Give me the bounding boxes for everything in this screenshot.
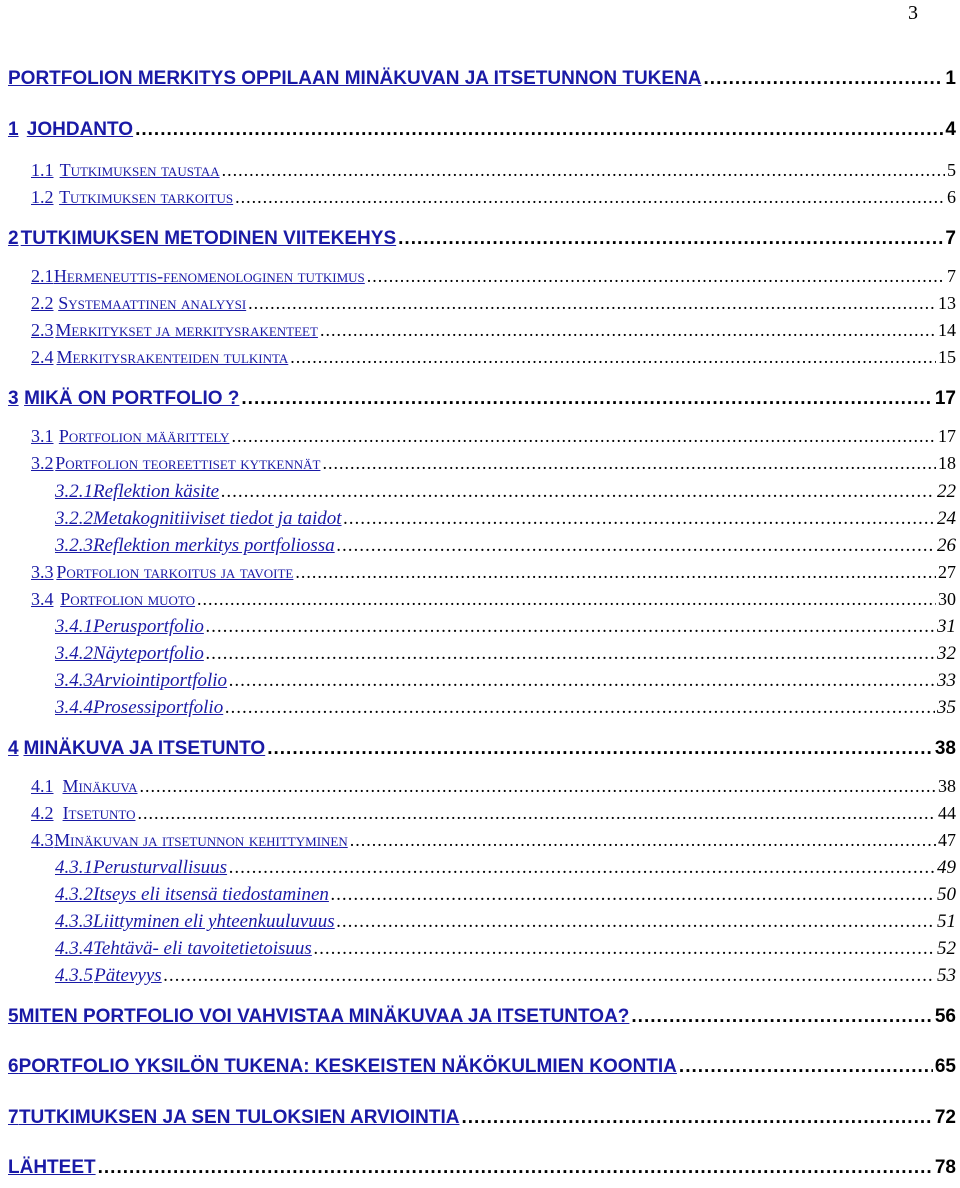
toc-entry-page[interactable]: 51 (937, 911, 956, 932)
toc-entry[interactable] (31, 562, 956, 583)
toc-entry[interactable] (8, 119, 956, 141)
toc-entry-number[interactable]: 4.3.5 (55, 965, 93, 986)
dot-leader (229, 857, 935, 879)
toc-entry[interactable] (8, 68, 956, 90)
toc-entry-page[interactable]: 15 (938, 347, 956, 367)
toc-entry-title[interactable]: Itseys eli itsensä tiedostaminen (93, 884, 329, 905)
dot-leader (290, 347, 936, 368)
toc-entry[interactable] (55, 670, 956, 692)
dot-leader (295, 562, 936, 583)
toc-entry-page[interactable]: 5 (947, 160, 956, 180)
toc-entry-page[interactable]: 17 (938, 426, 956, 446)
toc-entry-number[interactable]: 7 (8, 1107, 19, 1128)
toc-entry[interactable] (8, 1157, 956, 1179)
toc-entry-title[interactable]: Reflektion käsite (93, 481, 220, 502)
toc-entry[interactable] (55, 616, 956, 638)
toc-entry-title[interactable]: Pätevyys (94, 965, 162, 986)
toc-entry[interactable] (55, 884, 956, 906)
dot-leader (231, 426, 936, 447)
toc-entry-page[interactable]: 4 (945, 119, 956, 140)
toc-entry-title[interactable]: Hermeneuttis-fenomenologinen tutkimus (53, 266, 365, 286)
toc-entry-number[interactable]: 5 (8, 1006, 19, 1027)
toc-entry-number[interactable]: 1.1 (31, 160, 54, 180)
dot-leader (248, 293, 936, 314)
dot-leader (344, 508, 935, 530)
toc-entry-number[interactable]: 2.1 (31, 266, 54, 286)
toc-entry-number[interactable]: 3.2.3 (55, 535, 93, 556)
toc-entry-page[interactable]: 44 (938, 803, 956, 823)
toc-entry-title[interactable]: Systemaattinen analyysi (58, 293, 247, 313)
dot-leader (322, 453, 936, 474)
toc-entry[interactable] (55, 535, 956, 557)
toc-entry-number[interactable]: 1 (8, 119, 19, 140)
toc-entry-page[interactable]: 31 (937, 616, 956, 637)
toc-entry-page[interactable]: 1 (945, 68, 956, 89)
toc-entry-title[interactable]: MITEN PORTFOLIO VOI VAHVISTAA MINÄKUVAA JA ITSETUNTOA? (18, 1006, 630, 1027)
toc-entry-title[interactable]: Prosessiportfolio (93, 697, 224, 718)
toc-entry-title[interactable]: MINÄKUVA JA ITSETUNTO (23, 738, 266, 759)
dot-leader (350, 830, 936, 851)
toc-entry-title[interactable]: Portfolion määrittely (58, 426, 230, 446)
toc-entry-page[interactable]: 27 (938, 562, 956, 582)
dot-leader (206, 616, 935, 638)
dot-leader (221, 481, 935, 503)
toc-entry-page[interactable]: 38 (934, 738, 956, 759)
toc-entry-page[interactable]: 50 (937, 884, 956, 905)
toc-entry-number[interactable]: 3.4.4 (55, 697, 93, 718)
toc-entry-page[interactable]: 7 (945, 228, 956, 249)
dot-leader (135, 119, 943, 141)
toc-entry-title[interactable]: PORTFOLIO YKSILÖN TUKENA: KESKEISTEN NÄKÖKULMIEN KOONTIA (18, 1056, 677, 1077)
toc-entry-title[interactable]: Tehtävä- eli tavoitetietoisuus (93, 938, 312, 959)
dot-leader (98, 1157, 933, 1179)
toc-entry-number[interactable]: 3.4 (31, 589, 54, 609)
toc-entry-page[interactable]: 22 (937, 481, 956, 502)
dot-leader (367, 266, 945, 287)
toc-entry-title[interactable]: PORTFOLION MERKITYS OPPILAAN MINÄKUVAN JA ITSETUNNON TUKENA (8, 68, 702, 89)
page-number: 3 (908, 2, 918, 24)
toc-entry-number[interactable]: 1.2 (31, 187, 54, 207)
toc-entry-page[interactable]: 53 (937, 965, 956, 986)
toc-entry-number[interactable]: 3.3 (31, 562, 54, 582)
toc-entry-page[interactable]: 47 (938, 830, 956, 850)
dot-leader (398, 228, 943, 250)
toc-entry[interactable] (31, 293, 956, 314)
toc-entry-page[interactable]: 13 (938, 293, 956, 313)
toc-entry-page[interactable]: 35 (937, 697, 956, 718)
toc-entry[interactable] (8, 388, 956, 410)
toc-entry-number[interactable]: 2 (8, 228, 19, 249)
toc-entry-page[interactable]: 52 (937, 938, 956, 959)
toc-entry-number[interactable]: 3.1 (31, 426, 54, 446)
toc-entry-number[interactable]: 4.3 (31, 830, 54, 850)
dot-leader (139, 776, 936, 797)
dot-leader (331, 884, 935, 906)
toc-entry-page[interactable]: 6 (947, 187, 956, 207)
toc-entry[interactable] (55, 697, 956, 719)
toc-entry[interactable] (31, 803, 956, 824)
toc-entry[interactable] (55, 643, 956, 665)
toc-entry[interactable] (31, 320, 956, 341)
toc-entry-title[interactable]: Näyteportfolio (93, 643, 204, 664)
toc-entry[interactable] (31, 589, 956, 610)
toc-entry[interactable] (55, 938, 956, 960)
toc-entry-page[interactable]: 65 (934, 1056, 956, 1077)
toc-entry-number[interactable]: 4.1 (31, 776, 54, 796)
dot-leader (314, 938, 935, 960)
toc-entry-number[interactable]: 2.2 (31, 293, 54, 313)
toc-entry-title[interactable]: Minäkuvan ja itsetunnon kehittyminen (54, 830, 348, 850)
toc-entry[interactable] (55, 857, 956, 879)
toc-entry-number[interactable]: 3.4.3 (55, 670, 93, 691)
toc-entry[interactable] (31, 347, 956, 368)
toc-entry[interactable] (31, 426, 956, 447)
dot-leader (197, 589, 936, 610)
toc-entry-title[interactable]: Perusportfolio (93, 616, 204, 637)
toc-entry[interactable] (55, 911, 956, 933)
toc-entry-number[interactable]: 2.4 (31, 347, 54, 367)
toc-entry-page[interactable]: 7 (947, 266, 956, 286)
toc-entry-number[interactable]: 3.2 (31, 453, 54, 473)
dot-leader (222, 160, 945, 181)
toc-entry[interactable] (31, 160, 956, 181)
toc-entry-title[interactable]: Merkitysrakenteiden tulkinta (56, 347, 289, 367)
toc-entry-page[interactable]: 24 (937, 508, 956, 529)
toc-entry[interactable] (8, 738, 956, 760)
toc-entry-title[interactable]: Portfolion muoto (60, 589, 196, 609)
dot-leader (241, 388, 932, 410)
toc-entry-number[interactable]: 4.3.3 (55, 911, 93, 932)
toc-entry-number[interactable]: 6 (8, 1056, 19, 1077)
toc-entry-number[interactable]: 4.3.2 (55, 884, 93, 905)
toc-entry-page[interactable]: 38 (938, 776, 956, 796)
dot-leader (679, 1056, 933, 1078)
toc-entry-title[interactable]: Perusturvallisuus (93, 857, 228, 878)
toc-entry-page[interactable]: 78 (934, 1157, 956, 1178)
toc-entry-title[interactable]: Arviointiportfolio (93, 670, 228, 691)
toc-entry-page[interactable]: 32 (937, 643, 956, 664)
dot-leader (164, 965, 935, 987)
dot-leader (704, 68, 944, 90)
dot-leader (137, 803, 936, 824)
toc-entry-title[interactable]: MIKÄ ON PORTFOLIO ? (24, 388, 240, 409)
toc-entry[interactable] (31, 453, 956, 474)
toc-entry[interactable] (31, 187, 956, 208)
toc-entry-page[interactable]: 49 (937, 857, 956, 878)
toc-entry-title[interactable]: Metakognitiiviset tiedot ja taidot (93, 508, 342, 529)
toc-entry-page[interactable]: 26 (937, 535, 956, 556)
toc-entry[interactable] (8, 1056, 956, 1078)
dot-leader (337, 911, 935, 933)
dot-leader (225, 697, 935, 719)
dot-leader (320, 320, 936, 341)
toc-entry-page[interactable]: 18 (938, 453, 956, 473)
toc-entry-number[interactable]: 3.2.1 (55, 481, 93, 502)
toc-entry-title[interactable]: Merkitykset ja merkitysrakenteet (55, 320, 318, 340)
toc-entry-title[interactable]: LÄHTEET (8, 1157, 96, 1178)
toc-entry-page[interactable]: 56 (934, 1006, 956, 1027)
toc-entry-title[interactable]: Liittyminen eli yhteenkuuluvuus (93, 911, 335, 932)
toc-entry-number[interactable]: 4.3.1 (55, 857, 93, 878)
toc-entry-page[interactable]: 17 (934, 388, 956, 409)
dot-leader (631, 1006, 932, 1028)
toc-entry-number[interactable]: 3.2.2 (55, 508, 93, 529)
dot-leader (462, 1107, 933, 1129)
dot-leader (206, 643, 935, 665)
dot-leader (337, 535, 935, 557)
toc-entry-page[interactable]: 72 (934, 1107, 956, 1128)
toc-entry[interactable] (55, 965, 956, 987)
toc-entry-page[interactable]: 30 (938, 589, 956, 609)
toc-entry-number[interactable]: 3.4.2 (55, 643, 93, 664)
toc-entry-number[interactable]: 4.2 (31, 803, 54, 823)
toc-entry-title[interactable]: Tutkimuksen taustaa (59, 160, 220, 180)
dot-leader (267, 738, 933, 760)
toc-entry[interactable] (8, 228, 956, 250)
dot-leader (229, 670, 935, 692)
toc-entry[interactable] (8, 1006, 956, 1028)
toc-entry-page[interactable]: 33 (937, 670, 956, 691)
toc-entry-title[interactable]: TUTKIMUKSEN METODINEN VIITEKEHYS (20, 228, 397, 249)
toc-entry-title[interactable]: TUTKIMUKSEN JA SEN TULOKSIEN ARVIOINTIA (18, 1107, 460, 1128)
toc-entry[interactable] (8, 1107, 956, 1129)
toc-entry-title[interactable]: Tutkimuksen tarkoitus (59, 187, 234, 207)
dot-leader (235, 187, 945, 208)
toc-entry-title[interactable]: Portfolion tarkoitus ja tavoite (56, 562, 294, 582)
toc-entry-number[interactable]: 4 (8, 738, 19, 759)
toc-entry-title[interactable]: Minäkuva (62, 776, 138, 796)
toc-entry-number[interactable]: 3.4.1 (55, 616, 93, 637)
toc-entry[interactable] (55, 481, 956, 503)
toc-entry-title[interactable]: Reflektion merkitys portfoliossa (93, 535, 335, 556)
toc-entry[interactable] (31, 776, 956, 797)
toc-entry-number[interactable]: 3 (8, 388, 19, 409)
toc-entry-number[interactable]: 4.3.4 (55, 938, 93, 959)
toc-entry-page[interactable]: 14 (938, 320, 956, 340)
toc-entry-title[interactable]: Itsetunto (62, 803, 136, 823)
toc-entry-title[interactable]: Portfolion teoreettiset kytkennät (55, 453, 321, 473)
toc-entry[interactable] (31, 830, 956, 851)
toc-entry-number[interactable]: 2.3 (31, 320, 54, 340)
toc-entry[interactable] (31, 266, 956, 287)
toc-entry[interactable] (55, 508, 956, 530)
toc-entry-title[interactable]: JOHDANTO (26, 119, 134, 140)
